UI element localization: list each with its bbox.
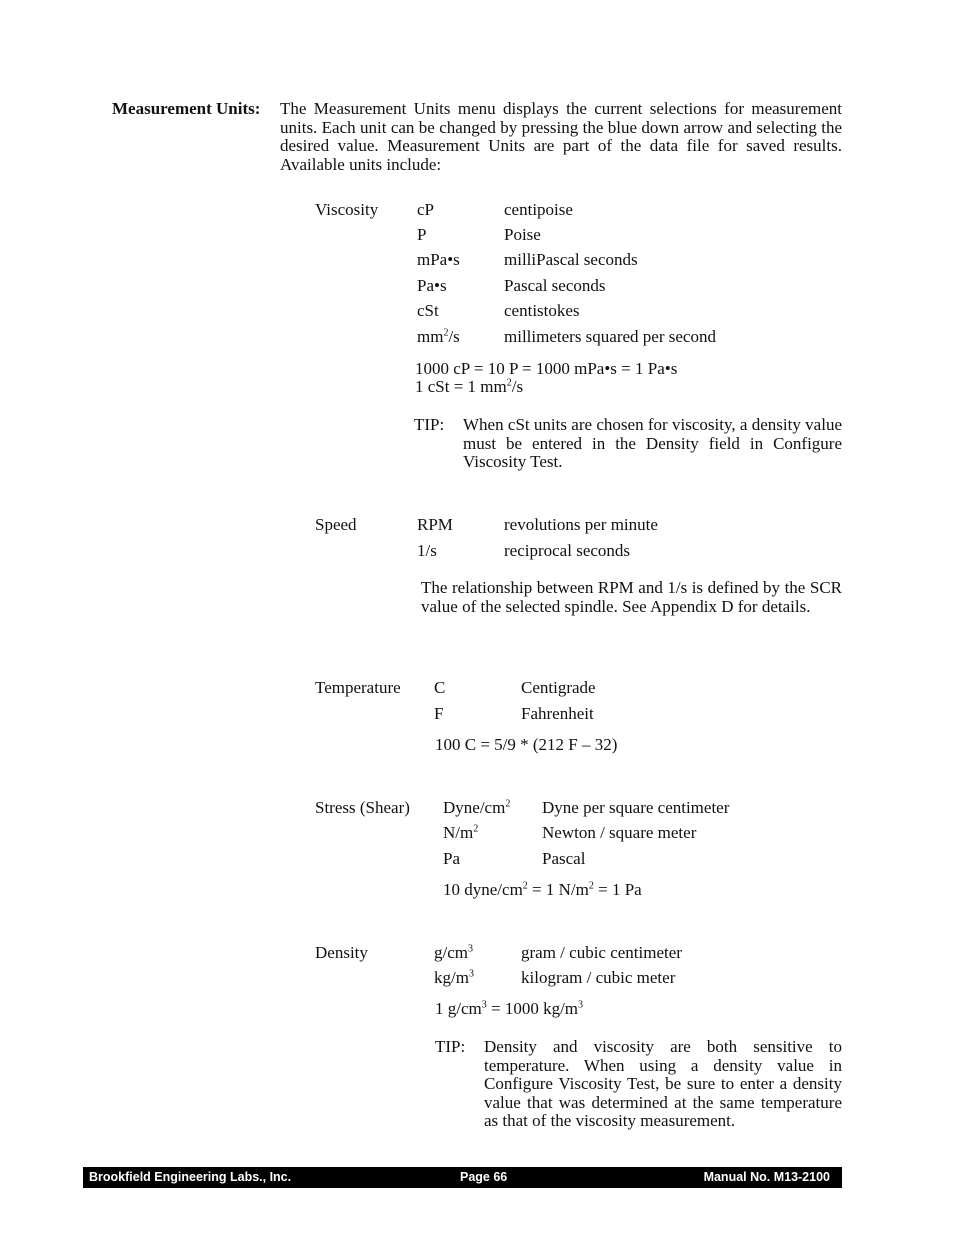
unit-abbr: Pa xyxy=(443,849,460,868)
unit-name: Dyne per square centimeter xyxy=(542,798,730,817)
unit-name: Centigrade xyxy=(521,678,596,697)
unit-abbr: $mm^2/s$ xyxy=(417,327,460,346)
unit-abbr: RPM xyxy=(417,515,453,534)
unit-name: Fahrenheit xyxy=(521,704,594,723)
unit-name: revolutions per minute xyxy=(504,515,658,534)
viscosity-equation: 1 cSt = 1 $mm^2/s$ xyxy=(415,377,524,396)
unit-abbr: cSt xyxy=(417,301,439,320)
tip-text: When cSt units are chosen for viscosity, a density value must be entered in the Density field in Configure Viscosity Test. xyxy=(463,415,842,471)
viscosity-label: Viscosity xyxy=(315,200,379,219)
unit-name: gram / cubic centimeter xyxy=(521,943,682,962)
unit-name: milliPascal seconds xyxy=(504,250,638,269)
unit-name: Pascal seconds xyxy=(504,276,606,295)
footer-manual-number: Manual No. M13-2100 xyxy=(703,1170,830,1184)
unit-abbr: Dyne/$cm^2$ xyxy=(443,798,511,817)
stress-label: Stress (Shear) xyxy=(315,798,410,817)
speed-note: The relationship between RPM and 1/s is defined by the SCR value of the selected spindle. See Appendix D for details. xyxy=(421,578,842,616)
density-label: Density xyxy=(315,943,368,962)
unit-name: centistokes xyxy=(504,301,580,320)
unit-name: Poise xyxy=(504,225,541,244)
unit-abbr: P xyxy=(417,225,427,244)
footer-page-number: Page 66 xyxy=(460,1170,508,1184)
page-footer xyxy=(83,1167,842,1188)
speed-label: Speed xyxy=(315,515,357,534)
intro-paragraph: The Measurement Units menu displays the current selections for measurement units. Each unit can be changed by pressing the blue down arrow and selecting the desired value. Measurement Units are part of the data file for saved results. Available units include: xyxy=(280,99,842,174)
unit-abbr: $g/cm^3$ xyxy=(434,943,473,962)
temperature-label: Temperature xyxy=(315,678,401,697)
tip-label: TIP: xyxy=(414,415,445,434)
unit-abbr: F xyxy=(434,704,444,723)
unit-abbr: C xyxy=(434,678,446,697)
unit-abbr: $N/m^2$ xyxy=(443,823,479,842)
unit-abbr: Pa•s xyxy=(417,276,447,295)
stress-equation: 10 dyne/$cm^2 = 1$ $N/m^2 = 1$ Pa xyxy=(443,880,642,899)
unit-name: Newton / square meter xyxy=(542,823,697,842)
unit-name: kilogram / cubic meter xyxy=(521,968,676,987)
viscosity-equation: 1000 cP = 10 P = 1000 mPa•s = 1 Pa•s xyxy=(415,359,678,378)
tip-label: TIP: xyxy=(435,1037,466,1056)
unit-abbr: mPa•s xyxy=(417,250,460,269)
density-equation: 1 $g/cm^3 = 1000$ $kg/m^3$ xyxy=(435,999,584,1018)
footer-company: Brookfield Engineering Labs., Inc. xyxy=(89,1170,292,1184)
unit-abbr: 1/s xyxy=(417,541,437,560)
unit-name: Pascal xyxy=(542,849,586,868)
unit-name: centipoise xyxy=(504,200,573,219)
section-heading: Measurement Units: xyxy=(112,99,261,118)
temperature-equation: 100 C = 5/9 * (212 F – 32) xyxy=(435,735,618,754)
unit-name: millimeters squared per second xyxy=(504,327,716,346)
unit-abbr: $kg/m^3$ xyxy=(434,968,474,987)
unit-abbr: cP xyxy=(417,200,434,219)
tip-text: Density and viscosity are both sensitive to temperature. When using a density value in Configure Viscosity Test, be sure to enter a density value that was determined at the same temperature as that of the viscosity measurement. xyxy=(484,1037,842,1130)
unit-name: reciprocal seconds xyxy=(504,541,631,560)
